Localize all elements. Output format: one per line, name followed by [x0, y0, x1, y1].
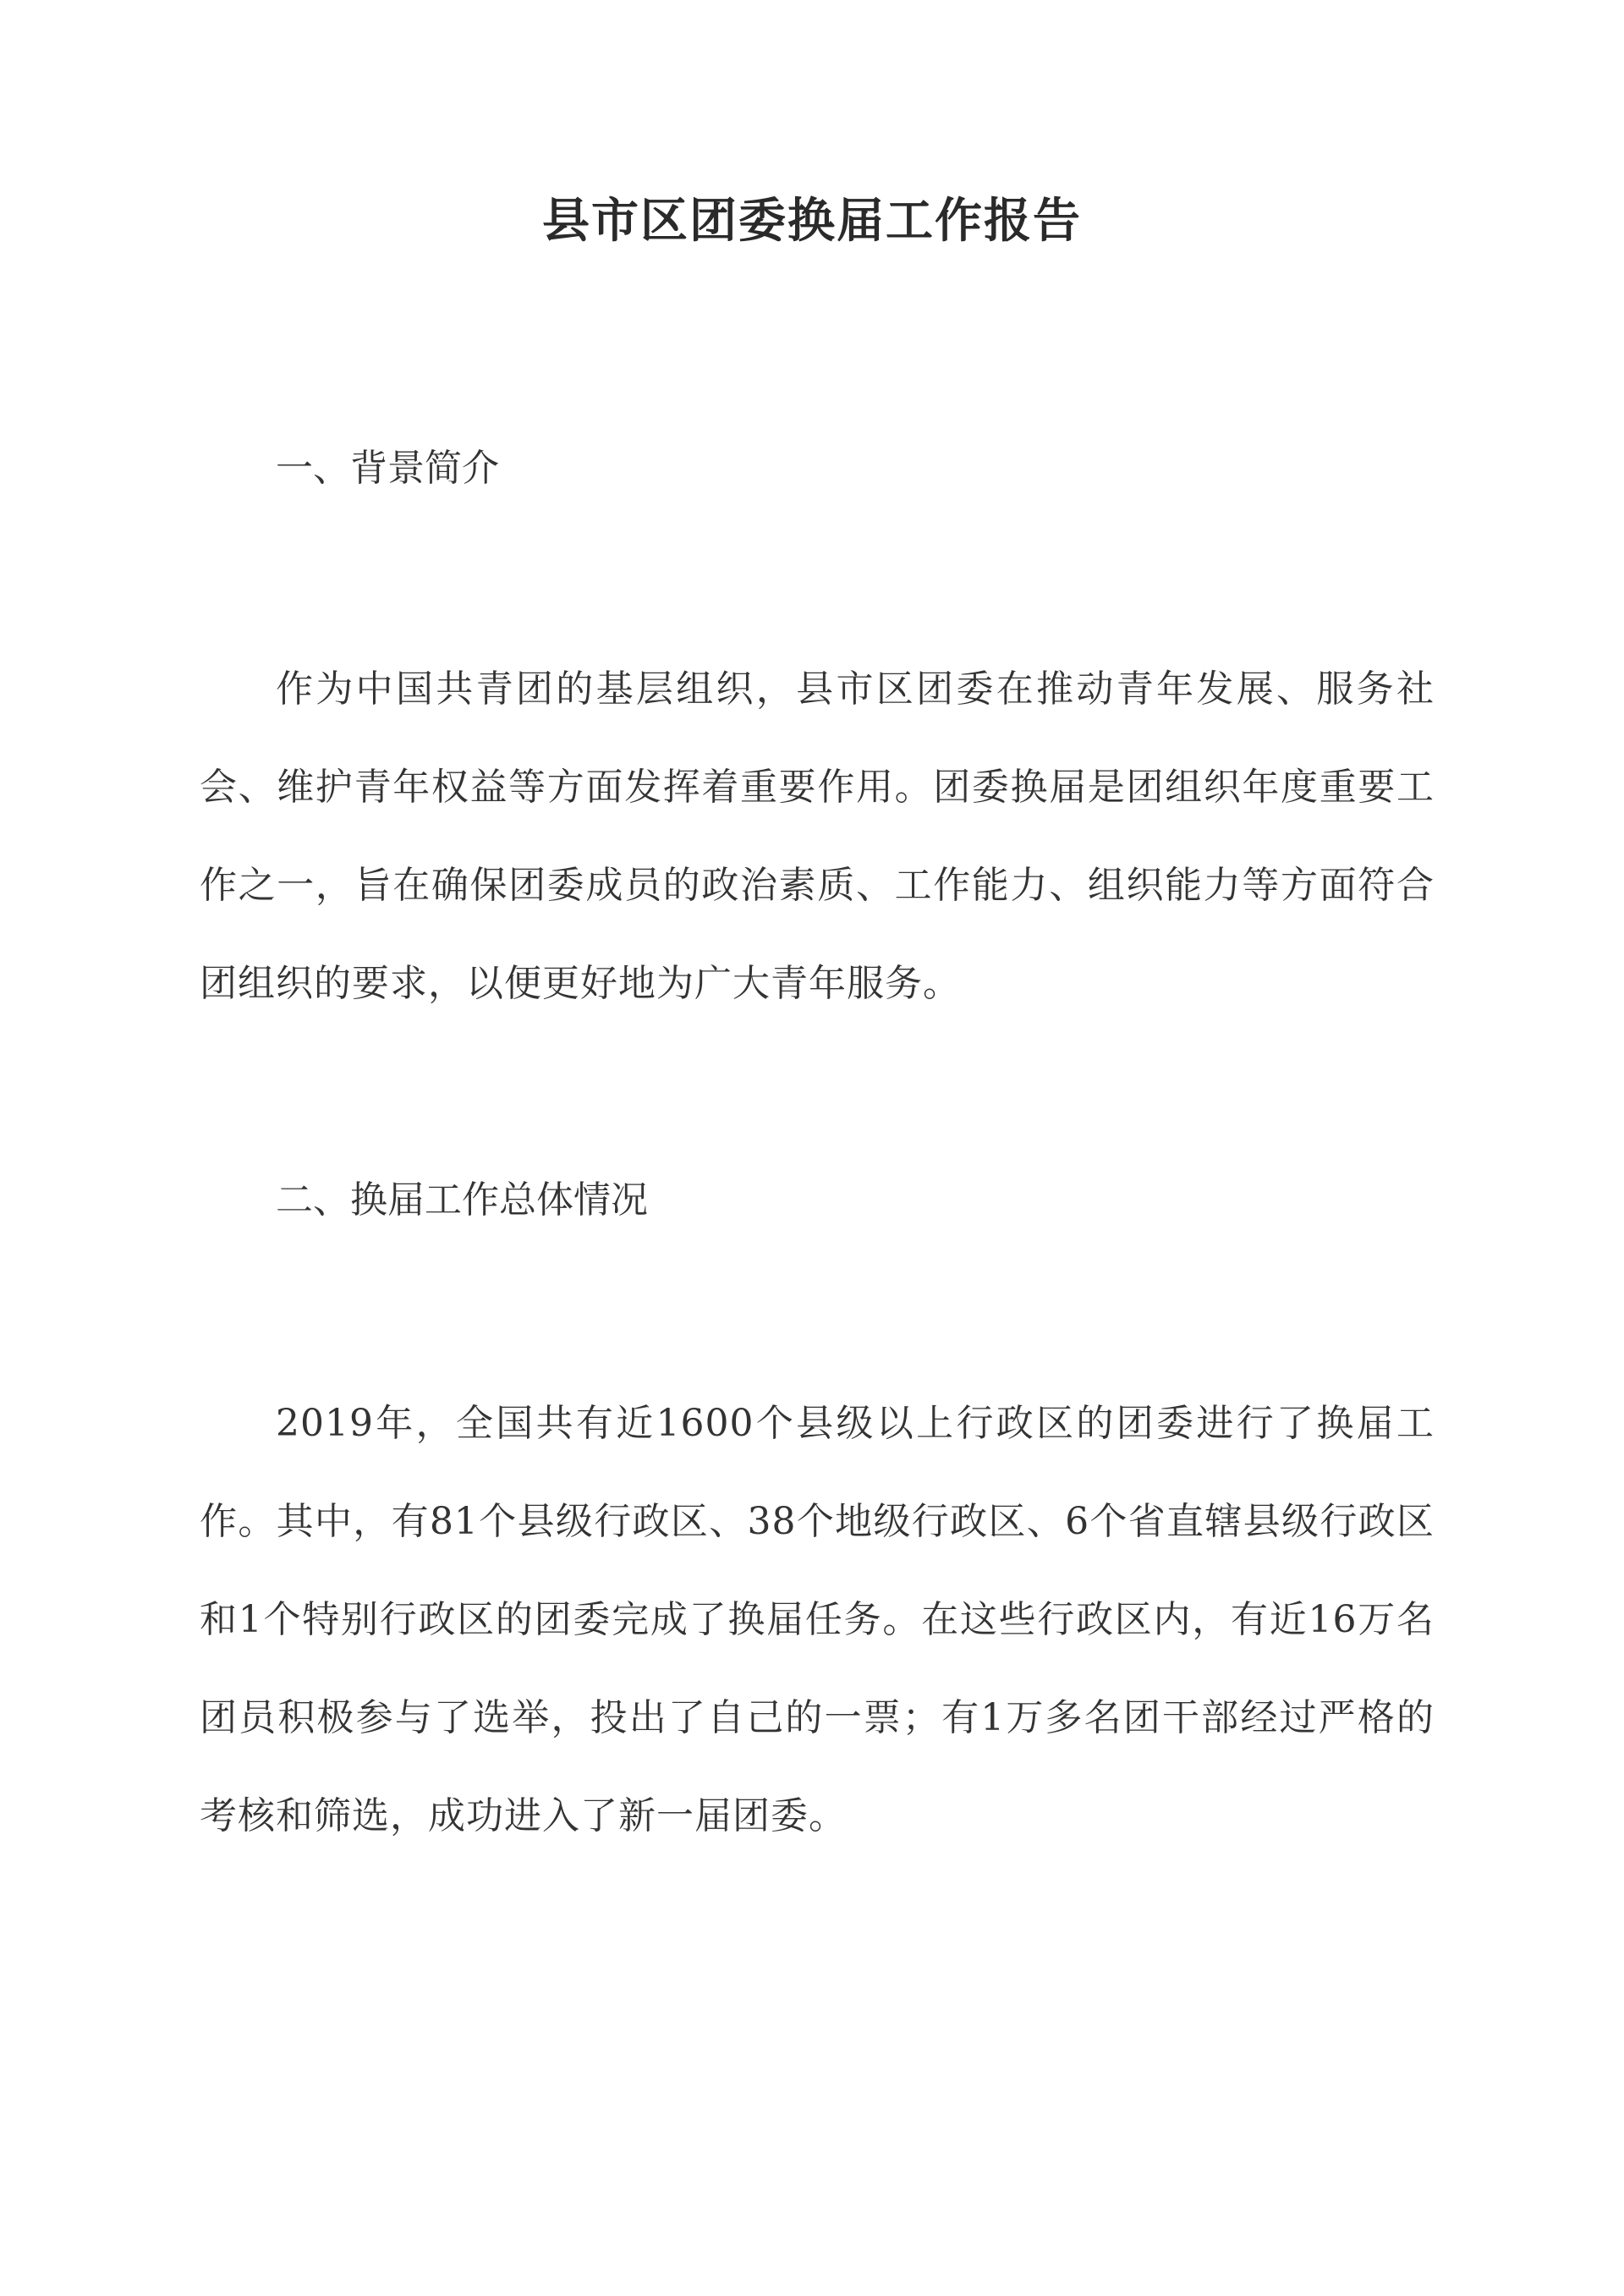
section-paragraph-background: 作为中国共青团的基层组织，县市区团委在推动青年发展、服务社会、维护青年权益等方面发挥着重要作用。团委换届是团组织年度重要工作之一，旨在确保团委成员的政治素质、工作能力、组织能力等方面符合团组织的要求，以便更好地为广大青年服务。	[200, 667, 1435, 1005]
section-heading-overview: 二、换届工作总体情况	[276, 1178, 648, 1222]
section-paragraph-overview: 2019年，全国共有近1600个县级以上行政区的团委进行了换届工作。其中，有81个县级行政区、38个地级行政区、6个省直辖县级行政区和1个特别行政区的团委完成了换届任务。在这些行政区内，有近16万名团员积极参与了选举，投出了自己的一票；有1万多名团干部经过严格的考核和筛选，成功进入了新一届团委。	[200, 1402, 1435, 1837]
document-title: 县市区团委换届工作报告	[542, 193, 1082, 249]
section-heading-background: 一、背景简介	[276, 447, 499, 490]
